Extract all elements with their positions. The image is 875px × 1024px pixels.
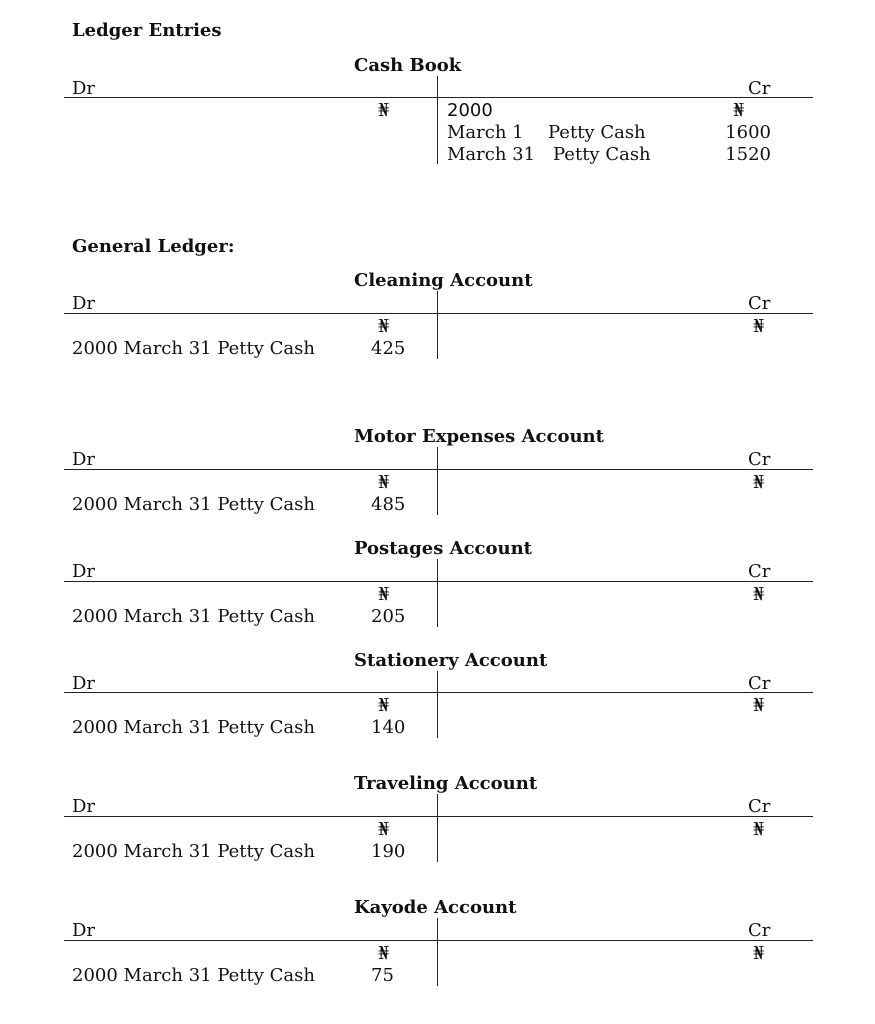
credit-entry-date: March 1 — [447, 122, 524, 143]
cr-label: Cr — [748, 920, 771, 941]
account-title: Stationery Account — [354, 650, 548, 671]
debit-entry-particulars: 2000 March 31 Petty Cash — [72, 338, 315, 359]
credit-entry-date: March 31 — [447, 144, 536, 165]
credit-year: 2000 — [447, 100, 493, 121]
credit-entry-particulars: Petty Cash — [553, 144, 651, 165]
t-account-vertical-rule — [437, 76, 438, 164]
debit-currency-symbol: ₦ — [378, 819, 390, 840]
debit-entry-amount: 75 — [371, 965, 394, 986]
debit-entry-particulars: 2000 March 31 Petty Cash — [72, 841, 315, 862]
dr-label: Dr — [72, 78, 96, 99]
debit-entry-particulars: 2000 March 31 Petty Cash — [72, 717, 315, 738]
cr-label: Cr — [748, 561, 771, 582]
account-title: Cleaning Account — [354, 270, 533, 291]
t-account-horizontal-rule — [64, 469, 813, 470]
account-title: Cash Book — [354, 55, 462, 76]
credit-currency-symbol: ₦ — [753, 695, 765, 716]
t-account-horizontal-rule — [64, 816, 813, 817]
credit-currency-symbol: ₦ — [753, 943, 765, 964]
credit-currency-symbol: ₦ — [753, 819, 765, 840]
credit-entry-amount: 1600 — [725, 122, 771, 143]
debit-currency-symbol: ₦ — [378, 695, 390, 716]
ledger-entries-heading: Ledger Entries — [72, 20, 222, 41]
debit-entry-particulars: 2000 March 31 Petty Cash — [72, 965, 315, 986]
account-title: Traveling Account — [354, 773, 538, 794]
cr-label: Cr — [748, 293, 771, 314]
debit-entry-amount: 140 — [371, 717, 406, 738]
debit-currency-symbol: ₦ — [378, 472, 390, 493]
account-title: Postages Account — [354, 538, 532, 559]
credit-currency-symbol: ₦ — [753, 472, 765, 493]
credit-entry-amount: 1520 — [725, 144, 771, 165]
dr-label: Dr — [72, 673, 96, 694]
t-account-horizontal-rule — [64, 940, 813, 941]
t-account-horizontal-rule — [64, 581, 813, 582]
debit-entry-amount: 485 — [371, 494, 406, 515]
cr-label: Cr — [748, 78, 771, 99]
debit-currency-symbol: ₦ — [378, 943, 390, 964]
t-account-vertical-rule — [437, 291, 438, 359]
general-ledger-heading: General Ledger: — [72, 236, 235, 257]
account-title: Kayode Account — [354, 897, 517, 918]
credit-currency-symbol: ₦ — [753, 584, 765, 605]
dr-label: Dr — [72, 920, 96, 941]
cr-label: Cr — [748, 449, 771, 470]
cr-label: Cr — [748, 796, 771, 817]
dr-label: Dr — [72, 449, 96, 470]
t-account-vertical-rule — [437, 671, 438, 738]
credit-entry-particulars: Petty Cash — [548, 122, 646, 143]
cr-label: Cr — [748, 673, 771, 694]
t-account-vertical-rule — [437, 559, 438, 627]
t-account-vertical-rule — [437, 918, 438, 986]
debit-currency-symbol: ₦ — [378, 100, 390, 121]
t-account-horizontal-rule — [64, 313, 813, 314]
dr-label: Dr — [72, 293, 96, 314]
account-title: Motor Expenses Account — [354, 426, 604, 447]
debit-entry-particulars: 2000 March 31 Petty Cash — [72, 494, 315, 515]
debit-entry-amount: 190 — [371, 841, 406, 862]
credit-currency-symbol: ₦ — [753, 316, 765, 337]
debit-currency-symbol: ₦ — [378, 316, 390, 337]
dr-label: Dr — [72, 796, 96, 817]
t-account-horizontal-rule — [64, 97, 813, 98]
debit-entry-particulars: 2000 March 31 Petty Cash — [72, 606, 315, 627]
t-account-vertical-rule — [437, 794, 438, 862]
t-account-vertical-rule — [437, 447, 438, 515]
debit-currency-symbol: ₦ — [378, 584, 390, 605]
credit-currency-symbol: ₦ — [733, 100, 745, 121]
debit-entry-amount: 425 — [371, 338, 406, 359]
debit-entry-amount: 205 — [371, 606, 406, 627]
t-account-horizontal-rule — [64, 692, 813, 693]
dr-label: Dr — [72, 561, 96, 582]
